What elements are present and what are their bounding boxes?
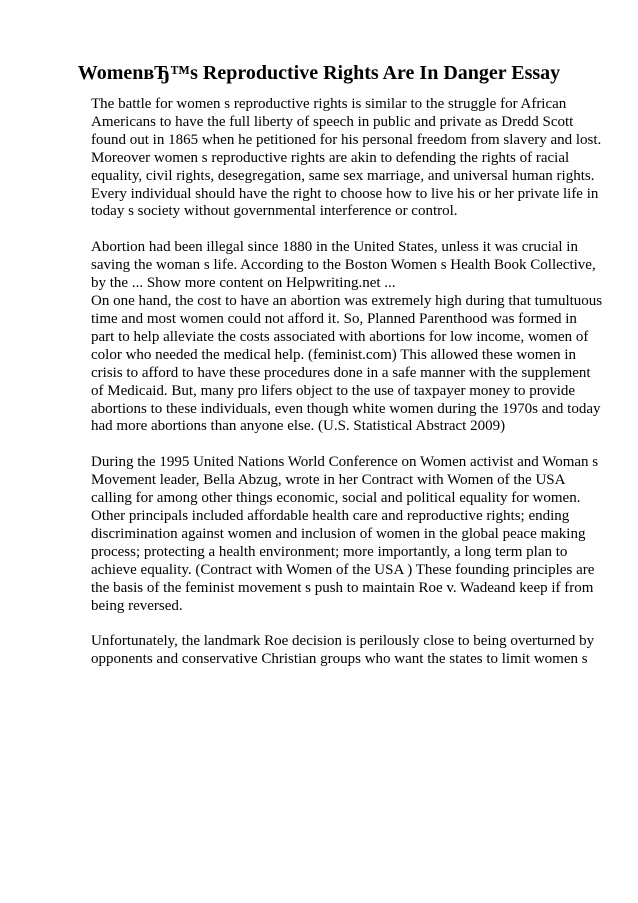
text-line: abortions to these individuals, even though white women during the 1970s and today	[91, 400, 601, 417]
text-line: time and most women could not afford it. So, Planned Parenthood was formed in	[91, 310, 577, 327]
text-line: crisis to afford to have these procedures done in a safe manner with the supplement	[91, 364, 591, 381]
text-line: Abortion had been illegal since 1880 in the United States, unless it was crucial in	[91, 239, 578, 256]
text-line: of Medicaid. But, many pro lifers object to the use of taxpayer money to provide	[91, 382, 576, 399]
text-line: Other principals included affordable health care and reproductive rights; ending	[91, 508, 570, 525]
text-line: On one hand, the cost to have an abortion was extremely high during that tumultuous	[91, 293, 603, 310]
text-line: today s society without governmental interference or control.	[91, 203, 458, 220]
text-line: Unfortunately, the landmark Roe decision is perilously close to being overturned by	[91, 633, 595, 650]
text-line: color who needed the medical help. (feminist.com) This allowed these women in	[91, 346, 577, 363]
text-line: found out in 1865 when he petitioned for his personal freedom from slavery and lost.	[91, 131, 602, 148]
text-line: being reversed.	[91, 597, 183, 614]
text-line: the basis of the feminist movement s push to maintain Roe v. Wadeand keep if from	[91, 579, 594, 596]
essay-body	[91, 96, 603, 687]
paragraph-2	[91, 239, 603, 436]
text-line: opponents and conservative Christian groups who want the states to limit women s	[91, 651, 588, 668]
text-line: Moreover women s reproductive rights are akin to defending the rights of racial	[91, 149, 570, 166]
text-line: Movement leader, Bella Abzug, wrote in her Contract with Women of the USA	[91, 472, 566, 489]
text-line: process; protecting a health environment; more importantly, a long term plan to	[91, 543, 568, 560]
text-line: Every individual should have the right to choose how to live his or her private life in	[91, 185, 599, 202]
text-line: During the 1995 United Nations World Conference on Women activist and Woman s	[91, 454, 599, 471]
text-line: discrimination against women and inclusion of women in the global peace making	[91, 525, 586, 542]
text-line: achieve equality. (Contract with Women of the USA ) These founding principles are	[91, 561, 595, 578]
text-line: part to help alleviate the costs associated with abortions for low income, women of	[91, 328, 589, 345]
paragraph-3	[91, 454, 599, 615]
paragraph-4	[91, 633, 595, 669]
text-line: Americans to have the full liberty of speech in public and private as Dredd Scott	[91, 113, 574, 130]
text-line: had more abortions than anyone else. (U.S. Statistical Abstract 2009)	[91, 418, 506, 435]
text-line: The battle for women s reproductive rights is similar to the struggle for African	[91, 96, 567, 112]
text-line: by the ... Show more content on Helpwriting.net ...	[91, 275, 396, 292]
paragraph-1	[91, 96, 602, 221]
text-line: calling for among other things economic, social and political equality for women.	[91, 490, 581, 507]
text-line: equality, civil rights, desegregation, same sex marriage, and universal human rights.	[91, 167, 595, 184]
text-line: saving the woman s life. According to the Boston Women s Health Book Collective,	[91, 257, 596, 274]
essay-title: WomenвЂ™s Reproductive Rights Are In Danger Essay	[77, 62, 561, 84]
